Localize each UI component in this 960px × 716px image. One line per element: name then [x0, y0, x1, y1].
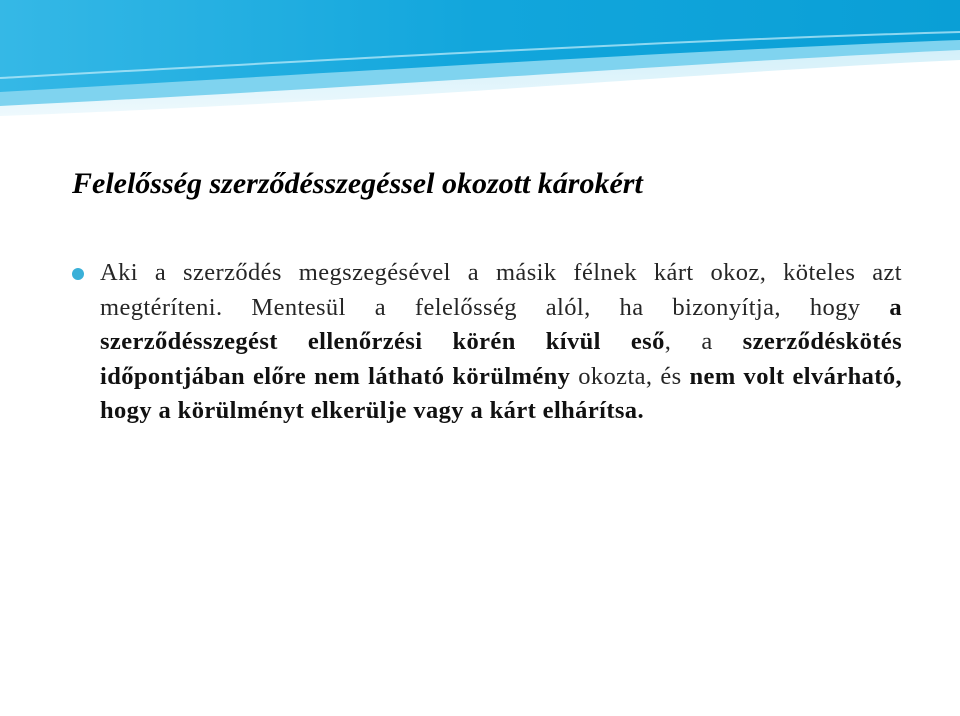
bullet-item	[70, 256, 902, 429]
bold-text-segment: a szerződésszegést ellenőrzési körén kívül eső	[100, 293, 902, 355]
bullet-dot-icon	[72, 268, 84, 280]
header-wave-decoration	[0, 0, 960, 120]
text-segment: , a	[664, 328, 743, 355]
bullet-list	[70, 256, 902, 429]
bold-text-segment: szerződéskötés időpontjában előre nem látható körülmény	[100, 328, 902, 390]
text-segment: Aki a szerződés megszegésével a másik félnek kárt okoz, köteles azt megtéríteni. Mentesül a felelősség alól, ha bizonyítja, hogy	[100, 259, 902, 321]
slide-title: Felelősség szerződésszegéssel okozott károkért	[72, 167, 643, 200]
text-segment: okozta, és	[570, 362, 690, 390]
bold-text-segment: nem volt elvárható, hogy a körülményt elkerülje vagy a kárt elhárítsa.	[100, 362, 902, 424]
